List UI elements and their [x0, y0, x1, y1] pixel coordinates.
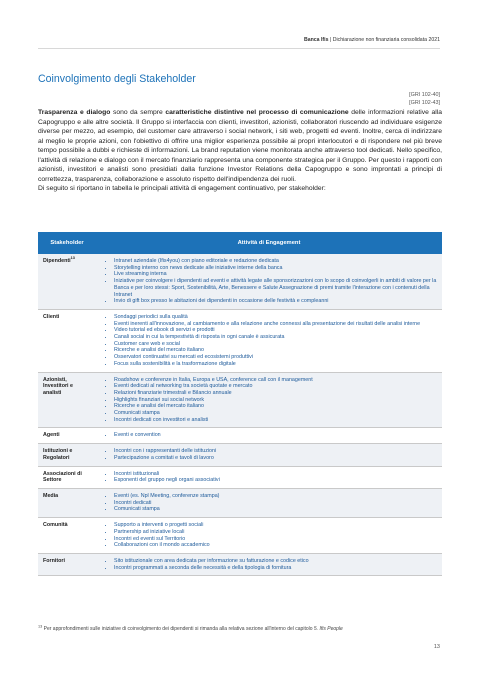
- activity-item: • Invio di gift box presso le abitazioni dei dipendenti in occasione delle festività e compleanni: [114, 298, 438, 305]
- activity-item: • Esponenti del gruppo negli organi associativi: [114, 477, 438, 484]
- activity-item: • Video tutorial ed ebook di servizi e prodotti: [114, 327, 438, 334]
- header-doc-title: Dichiarazione non finanziaria consolidata 2021: [332, 37, 440, 43]
- activity-item: • Comunicati stampa: [114, 506, 438, 513]
- footnote-ref: 13: [70, 256, 75, 261]
- activities-cell: [96, 309, 442, 372]
- activity-item: • Live streaming interna: [114, 271, 438, 278]
- activity-item: • Canali social in cui la tempestività di risposta in ogni canale è assicurata: [114, 334, 438, 341]
- activity-item: • Sito istituzionale con area dedicata per informazione su fatturazione e codice etico: [114, 558, 438, 565]
- table-row: [38, 254, 442, 309]
- activities-list: [100, 258, 438, 305]
- footnote: [38, 626, 442, 632]
- section-title: Coinvolgimento degli Stakeholder: [38, 73, 196, 85]
- activities-list: [100, 432, 438, 439]
- activity-item: • Eventi e convention: [114, 432, 438, 439]
- activity-item: • Osservatori continuativi su mercati ed ecosistemi produttivi: [114, 354, 438, 361]
- activity-item: • Incontri programmati a seconda delle necessità e della tipologia di fornitura: [114, 565, 438, 572]
- activities-list: [100, 377, 438, 424]
- running-header: [304, 37, 440, 43]
- activity-item: • Eventi inerenti all'innovazione, al cambiamento e alla relazione anche connessi alla presentazione dei risultati delle analisi interne: [114, 321, 438, 328]
- stakeholder-name: Clienti: [43, 313, 60, 320]
- activity-item: • Comunicati stampa: [114, 410, 438, 417]
- intro-closing: Di seguito si riportano in tabella le principali attività di engagement continuativo, per stakeholder:: [38, 185, 326, 192]
- table-row: [38, 466, 442, 488]
- activity-item: • Incontri istituzionali: [114, 471, 438, 478]
- activities-list: [100, 493, 438, 513]
- activities-cell: [96, 372, 442, 428]
- activity-item: • Partecipazione a comitati e tavoli di lavoro: [114, 455, 438, 462]
- table-row: [38, 428, 442, 444]
- gri-reference: [GRI 102-43]: [409, 100, 440, 106]
- activity-item: • Intranet aziendale (Ifis4you) con piano editoriale e redazione dedicata: [114, 258, 438, 265]
- footnote-text: Per approfondimenti sulle iniziative di coinvolgimento dei dipendenti si rimanda alla relativa sezione all'interno del capitolo: [42, 626, 314, 632]
- stakeholder-cell: [38, 309, 96, 372]
- intro-body: delle informazioni relative alla Capogruppo e alle altre società. Il Gruppo si interfaccia con clienti, investitori, azionisti, collaboratori riuscendo ad individuare esigenze diverse per mezzo, ad esempio, del customer care attraverso i social network, i siti web, progetti ed eventi. Inoltre, cerca di indirizzare al meglio le proprie azioni, con l'obiettivo di offrire una miglior esperienza possibile ai propri interlocutori e di rispondere nel più breve tempo possibile a dubbi e richieste di informazioni. La brand reputation viene monitorata anche attraverso tool dedicati. Nello specifico, l'attività di relazione e dialogo con il mercato finanziario rappresenta una componente strategica per il Gruppo. Per questo i rapporti con azionisti, investitori e analisti sono presidiati dalla funzione Investor Relations della Capogruppo e sono improntati a principi di correttezza, trasparenza, collaborazione e assoluto rispetto dell'indipendenza dei ruoli.: [38, 109, 442, 183]
- stakeholder-name: Dipendenti: [43, 258, 71, 264]
- page-number: 13: [433, 644, 440, 650]
- table-row: [38, 518, 442, 554]
- footnote-chapter-ref: 5. Ifis People: [313, 626, 343, 632]
- activities-list: [100, 522, 438, 549]
- stakeholder-name: Agenti: [43, 432, 60, 439]
- activity-item: • Eventi dedicati al networking tra società quotate e mercato: [114, 383, 438, 390]
- header-separator: |: [328, 37, 333, 43]
- stakeholder-cell: [38, 518, 96, 554]
- activity-item: • Ricerche e analisi del mercato italiano: [114, 347, 438, 354]
- gri-reference: [GRI 102-40]: [409, 92, 440, 98]
- table-header-row: [38, 232, 442, 254]
- intro-lead-bold: Trasparenza e dialogo: [38, 109, 111, 116]
- activities-cell: [96, 254, 442, 309]
- activity-item: • Collaborazioni con il mondo accademico: [114, 542, 438, 549]
- stakeholder-name: Azionisti, Investitori e analisti: [43, 376, 73, 396]
- activity-item: • Incontri dedicati con investitori e analisti: [114, 417, 438, 424]
- stakeholder-cell: [38, 372, 96, 428]
- intro-lead-mid: sono da sempre: [110, 109, 166, 116]
- activity-item: • Sondaggi periodici sulla qualità: [114, 314, 438, 321]
- activity-item: • Incontri con i rappresentanti delle istituzioni: [114, 448, 438, 455]
- activity-item: • Partnership ad iniziative locali: [114, 529, 438, 536]
- stakeholder-name: Istituzioni e Regolatori: [43, 448, 73, 461]
- stakeholder-name: Comunità: [43, 522, 68, 529]
- activity-item: • Roadshow e conferenze in Italia, Europa e USA, conference call con il management: [114, 377, 438, 384]
- header-divider: [38, 48, 440, 49]
- activity-item: • Iniziative per coinvolgere i dipendenti ad eventi e attività legate alle sponsorizzazioni con lo scopo di coinvolgerli in ambiti di valore per la Banca e per loro stessi: Sport, Sostenibilità, Arte, Benessere e Salute Assegnazione di premi tramite l'interazione con i contenuti della Intranet: [114, 278, 438, 298]
- table-row: [38, 372, 442, 428]
- stakeholder-cell: [38, 553, 96, 575]
- engagement-table: [38, 232, 442, 576]
- col-header-activities: Attività di Engagement: [96, 232, 442, 254]
- activity-item: • Incontri ed eventi sul Territorio: [114, 536, 438, 543]
- activity-item: • Focus sulla sostenibilità e la trasformazione digitale: [114, 361, 438, 368]
- activities-cell: [96, 444, 442, 466]
- stakeholder-cell: [38, 428, 96, 444]
- activity-item: • Storytelling interno con news dedicate alle iniziative interne della banca: [114, 265, 438, 272]
- activities-list: [100, 314, 438, 368]
- intro-lead-bold-2: caratteristiche distintive nel processo di comunicazione: [165, 109, 349, 116]
- activities-list: [100, 558, 438, 571]
- col-header-stakeholder: Stakeholder: [38, 232, 96, 254]
- table-row: [38, 553, 442, 575]
- activities-cell: [96, 466, 442, 488]
- table-body: [38, 254, 442, 576]
- activities-cell: [96, 488, 442, 517]
- stakeholder-name: Media: [43, 492, 59, 499]
- activity-item: • Customer care web e social: [114, 341, 438, 348]
- activity-item: • Relazioni finanziarie trimestrali e Bilancio annuale: [114, 390, 438, 397]
- activities-list: [100, 471, 438, 484]
- stakeholder-cell: [38, 488, 96, 517]
- stakeholder-cell: [38, 444, 96, 466]
- activity-item: • Ricerche e analisi del mercato italiano: [114, 403, 438, 410]
- activities-cell: [96, 428, 442, 444]
- stakeholder-cell: [38, 466, 96, 488]
- stakeholder-name: Associazioni di Settore: [43, 470, 82, 484]
- header-brand: Banca Ifis: [303, 37, 329, 43]
- table-row: [38, 444, 442, 466]
- stakeholder-cell: [38, 254, 96, 309]
- activity-item: • Supporto a interventi o progetti sociali: [114, 522, 438, 529]
- table-row: [38, 488, 442, 517]
- activity-item: • Eventi (es. Npl Meeting, conferenze stampa): [114, 493, 438, 500]
- table-row: [38, 309, 442, 372]
- activities-cell: [96, 553, 442, 575]
- activity-item: • Incontri dedicati: [114, 500, 438, 507]
- footnote-mark: 13: [38, 624, 43, 629]
- activity-item: • Highlights finanziari sui social network: [114, 397, 438, 404]
- activities-cell: [96, 518, 442, 554]
- stakeholder-name: Fornitori: [43, 557, 65, 564]
- intro-paragraph: [38, 108, 442, 194]
- activities-list: [100, 448, 438, 461]
